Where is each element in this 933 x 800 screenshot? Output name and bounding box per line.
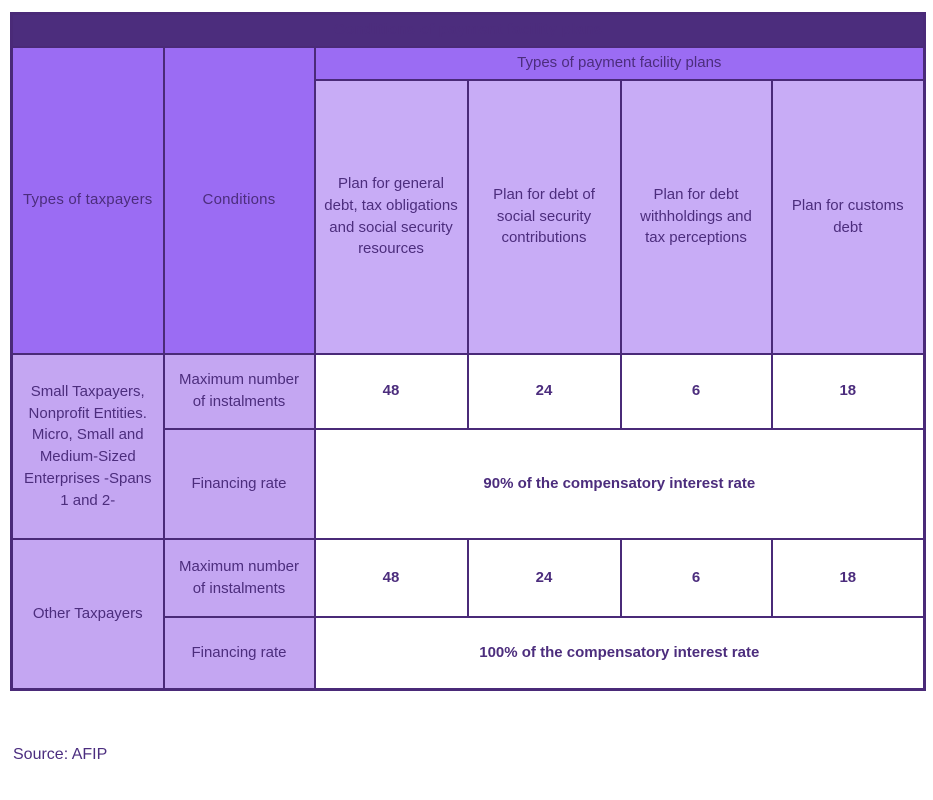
taxpayer-label-small-taxpayers: Small Taxpayers, Nonprofit Entities. Micro, Small and Medium-Sized Enterprises -Spans 1 and 2- xyxy=(12,354,164,539)
condition-label-max-instalments: Maximum number of instalments xyxy=(164,539,315,617)
table-row xyxy=(12,539,925,617)
value-instalments-withholdings: 6 xyxy=(621,539,772,617)
plan-header-social-security-contributions: Plan for debt of social security contributions xyxy=(468,80,621,354)
value-instalments-general-debt: 48 xyxy=(315,354,468,429)
value-financing-rate-small-taxpayers: 90% of the compensatory interest rate xyxy=(315,429,925,539)
condition-label-financing-rate: Financing rate xyxy=(164,617,315,690)
plan-header-withholdings-perceptions: Plan for debt withholdings and tax perceptions xyxy=(621,80,772,354)
value-instalments-social-security: 24 xyxy=(468,539,621,617)
value-instalments-customs: 18 xyxy=(772,539,925,617)
value-instalments-general-debt: 48 xyxy=(315,539,468,617)
col-header-conditions: Conditions xyxy=(164,47,315,354)
payment-facility-table xyxy=(10,12,926,691)
condition-label-financing-rate: Financing rate xyxy=(164,429,315,539)
plan-header-general-debt: Plan for general debt, tax obligations and social security resources xyxy=(315,80,468,354)
group-header-row xyxy=(12,47,925,80)
table-row xyxy=(12,354,925,429)
taxpayer-label-other-taxpayers: Other Taxpayers xyxy=(12,539,164,690)
col-header-types-of-taxpayers: Types of taxpayers xyxy=(12,47,164,354)
source-note: Source: AFIP xyxy=(13,746,108,763)
title-row xyxy=(12,14,925,47)
condition-label-max-instalments: Maximum number of instalments xyxy=(164,354,315,429)
plan-header-customs-debt: Plan for customs debt xyxy=(772,80,925,354)
value-instalments-social-security: 24 xyxy=(468,354,621,429)
plans-group-header: Types of payment facility plans xyxy=(315,47,925,80)
value-instalments-customs: 18 xyxy=(772,354,925,429)
table-title: Conditions of payment facility plans xyxy=(12,14,925,47)
value-instalments-withholdings: 6 xyxy=(621,354,772,429)
value-financing-rate-other-taxpayers: 100% of the compensatory interest rate xyxy=(315,617,925,690)
